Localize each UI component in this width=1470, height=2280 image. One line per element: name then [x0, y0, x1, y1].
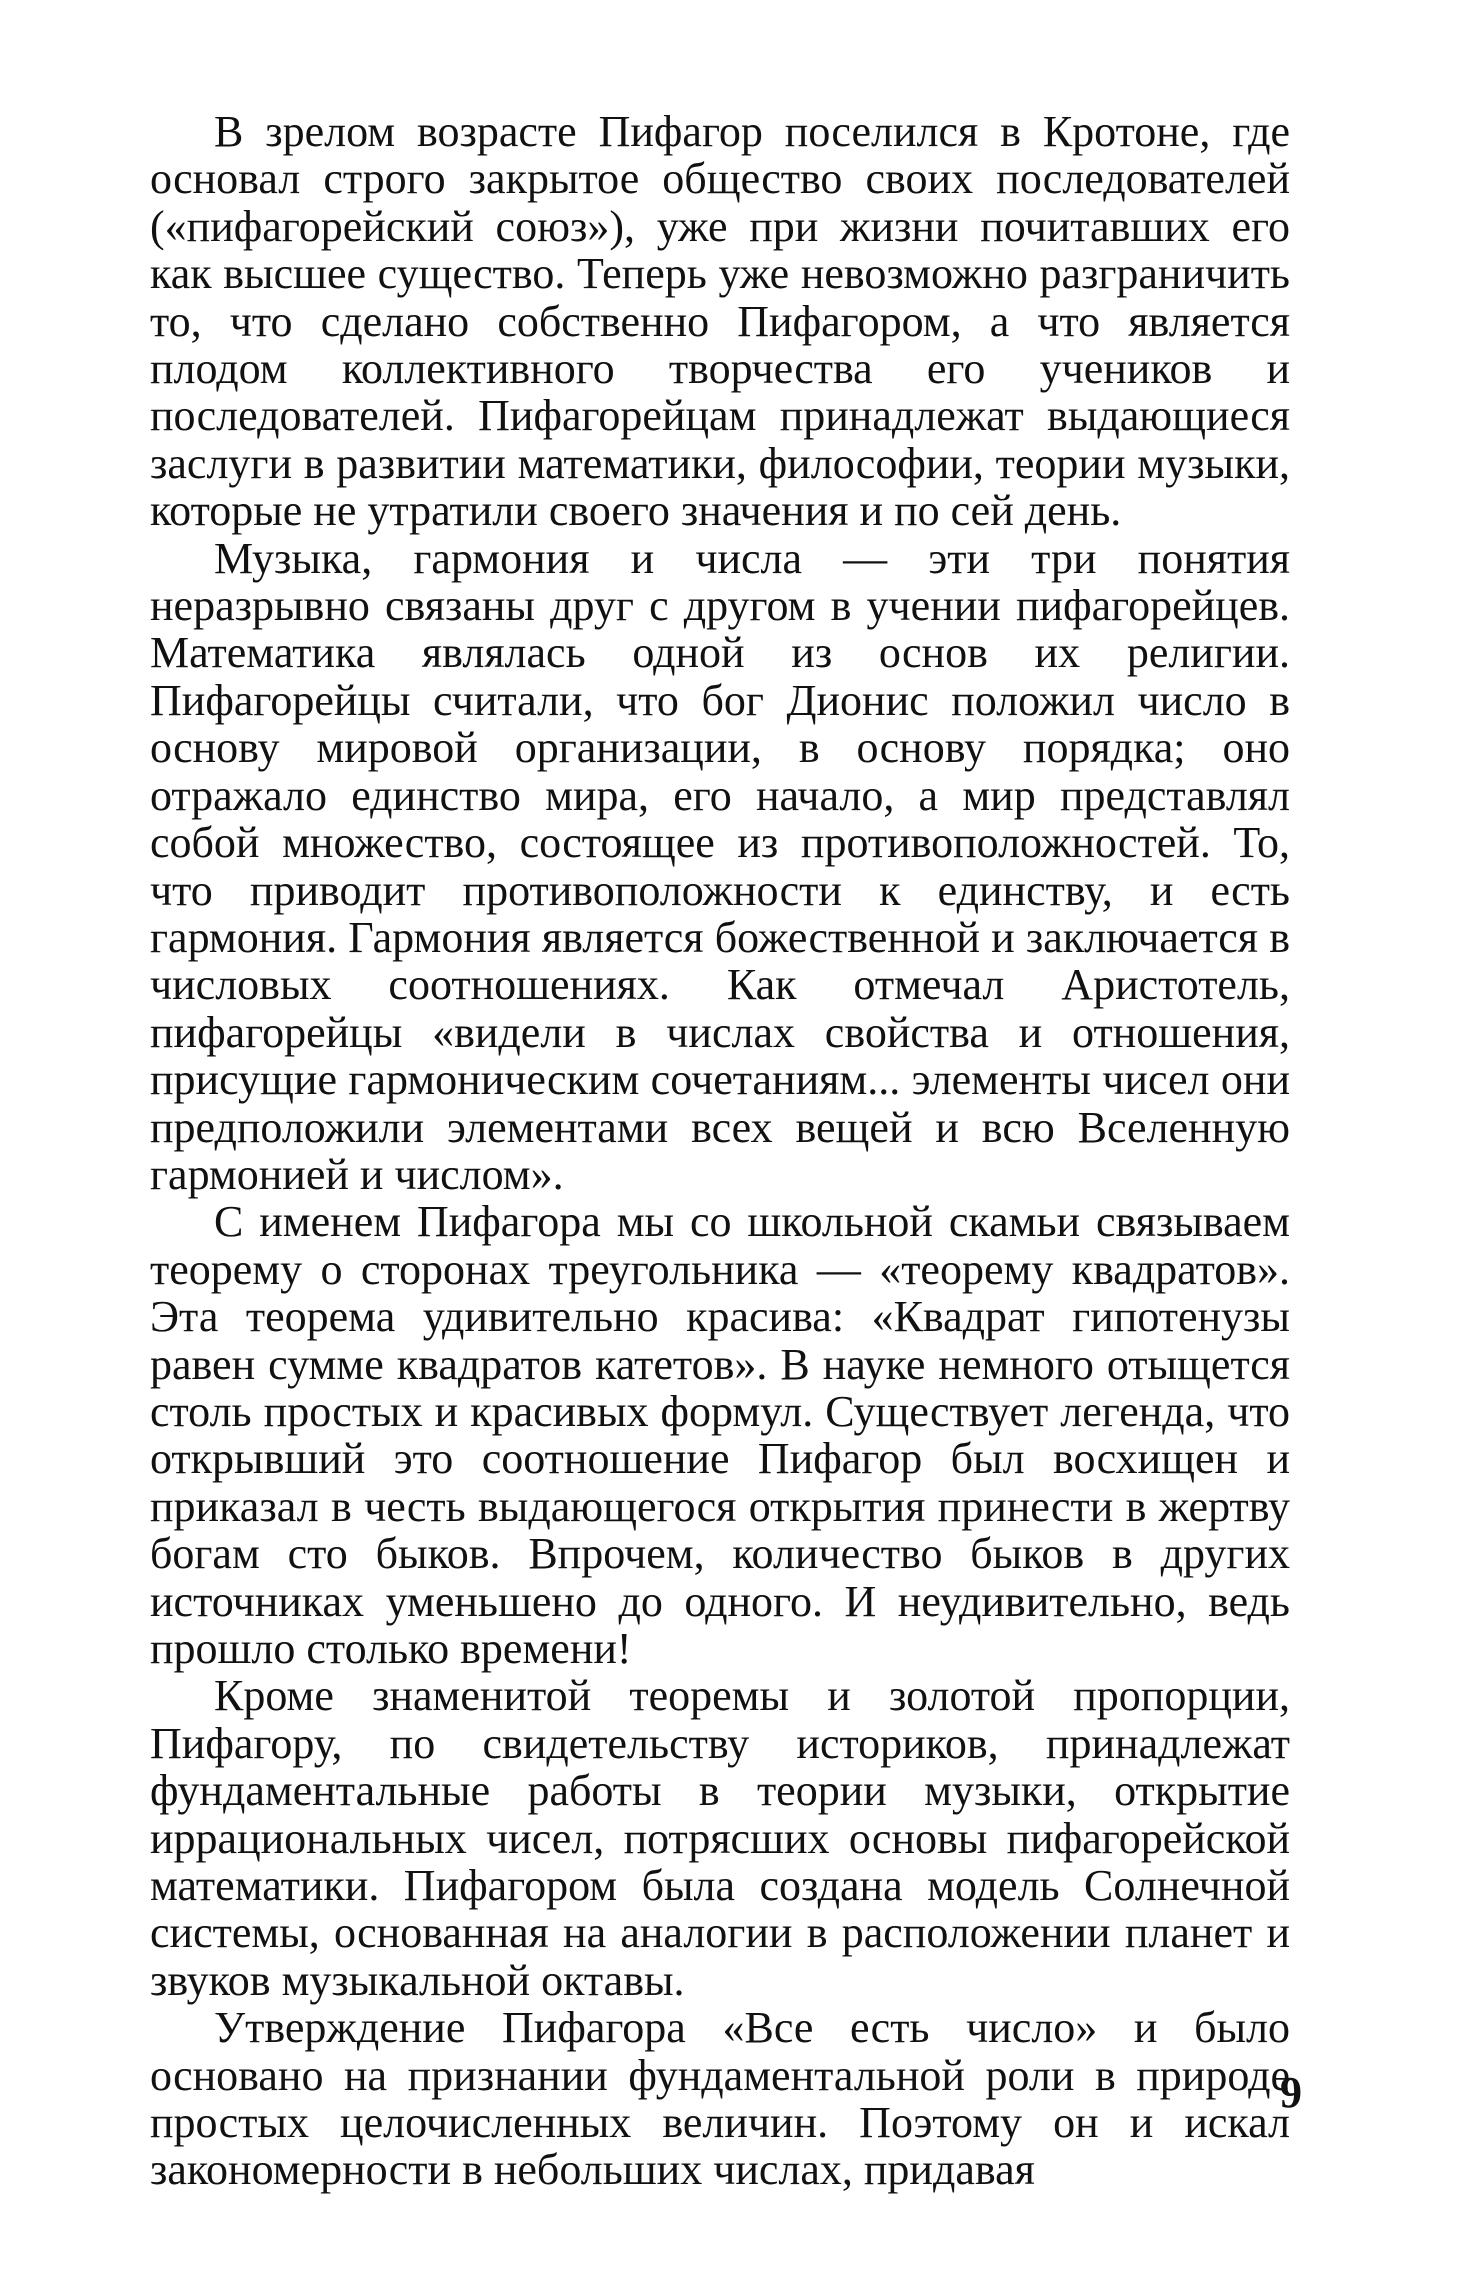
page-number: 9 [1280, 2068, 1302, 2117]
paragraph-1: В зрелом возрасте Пифагор поселился в Кротоне, где основал строго закрытое общество своих последователей («пифагорейский союз»), уже при жизни почитавших его как высшее существо. Теперь уже невозможно разграничить то, что сделано собственно Пифагором, а что является плодом коллективного творчества его учеников и последователей. Пифагорейцам принадлежат выдающиеся заслуги в развитии математики, философии, теории музыки, которые не утратили своего значения и по сей день. [150, 107, 1290, 536]
paragraph-5: Утверждение Пифагора «Все есть число» и было основано на признании фундаментальной роли в природе простых целочисленных величин. Поэтому он и искал закономерности в небольших числах, придавая [150, 2003, 1290, 2195]
paragraph-4: Кроме знаменитой теоремы и золотой пропорции, Пифагору, по свидетельству историков, принадлежат фундаментальные работы в теории музыки, открытие иррациональных чисел, потрясших основы пифагорейской математики. Пифагором была создана модель Солнечной системы, основанная на аналогии в расположении планет и звуков музыкальной октавы. [150, 1671, 1290, 2005]
paragraph-2: Музыка, гармония и числа — эти три понятия неразрывно связаны друг с другом в учении пифагорейцев. Математика являлась одной из основ их религии. Пифагорейцы считали, что бог Дионис положил число в основу мировой организации, в основу порядка; оно отражало единство мира, его начало, а мир представлял собой множество, состоящее из противоположностей. То, что приводит противоположности к единству, и есть гармония. Гармония является божественной и заключается в числовых соотношениях. Как отмечал Аристотель, пифагорейцы «видели в числах свойства и отношения, присущие гармоническим сочетаниям... элементы чисел они предположили элементами всех вещей и всю Вселенную гармонией и числом». [150, 533, 1290, 1199]
paragraph-3: С именем Пифагора мы со школьной скамьи связываем теорему о сторонах треугольника — «теорему квадратов». Эта теорема удивительно красива: «Квадрат гипотенузы равен сумме квадратов катетов». В науке немного отыщется столь простых и красивых формул. Существует легенда, что открывший это соотношение Пифагор был восхищен и приказал в честь выдающегося открытия принести в жертву богам сто быков. Впрочем, количество быков в других источниках уменьшено до одного. И неудивительно, ведь прошло столько времени! [150, 1197, 1290, 1673]
page-body [150, 108, 1290, 2194]
